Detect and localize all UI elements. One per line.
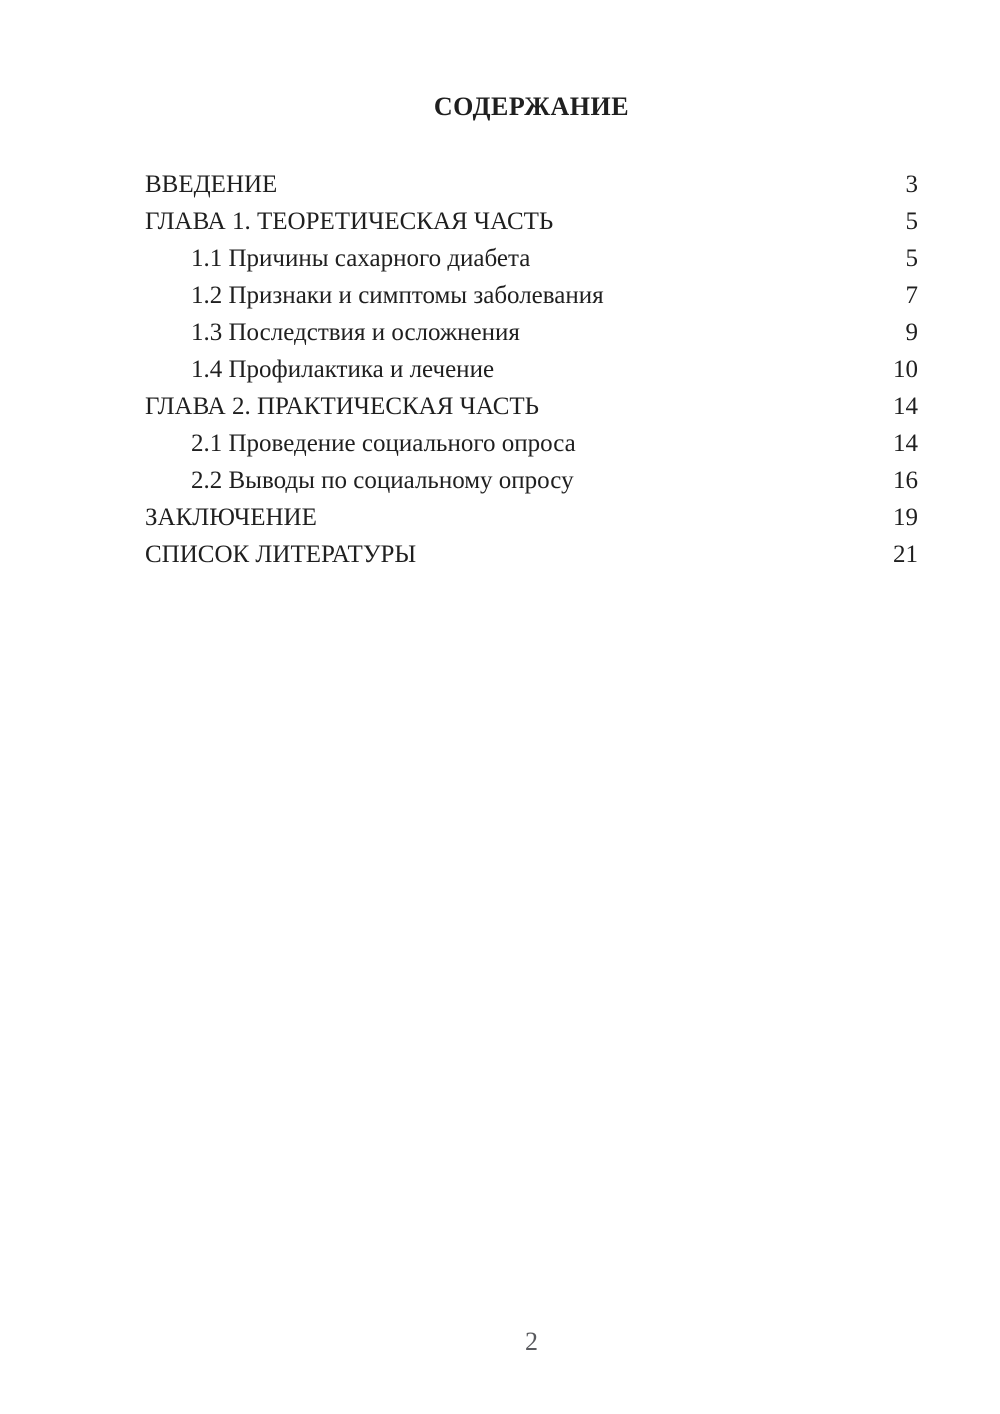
page-title: СОДЕРЖАНИЕ [433, 92, 630, 121]
toc-entry [145, 388, 918, 425]
toc-entry-page-number: 5 [905, 208, 918, 235]
table-of-contents [145, 166, 918, 573]
toc-entry-page-number: 7 [905, 282, 918, 309]
toc-entry [145, 536, 918, 573]
toc-entry-label: 2.2 Выводы по социальному опросу [191, 467, 574, 494]
toc-entry [145, 314, 918, 351]
toc-entry-page-number: 14 [893, 430, 918, 457]
toc-entry-label: 1.1 Причины сахарного диабета [191, 245, 531, 272]
toc-entry [145, 240, 918, 277]
toc-entry [145, 203, 918, 240]
toc-entry-label: ЗАКЛЮЧЕНИЕ [145, 504, 317, 531]
toc-entry-label: 2.1 Проведение социального опроса [191, 430, 576, 457]
toc-entry [145, 166, 918, 203]
toc-entry-page-number: 10 [893, 356, 918, 383]
toc-entry-label: 1.2 Признаки и симптомы заболевания [191, 282, 604, 309]
toc-entry [145, 277, 918, 314]
toc-entry-label: 1.3 Последствия и осложнения [191, 319, 520, 346]
toc-entry [145, 499, 918, 536]
toc-entry-label: СПИСОК ЛИТЕРАТУРЫ [145, 541, 417, 568]
toc-entry-page-number: 9 [905, 319, 918, 346]
toc-entry-page-number: 16 [893, 467, 918, 494]
toc-entry-label: ГЛАВА 1. ТЕОРЕТИЧЕСКАЯ ЧАСТЬ [145, 208, 554, 235]
toc-entry-label: 1.4 Профилактика и лечение [191, 356, 495, 383]
toc-entry [145, 462, 918, 499]
toc-entry-page-number: 21 [893, 541, 918, 568]
toc-entry-page-number: 5 [905, 245, 918, 272]
toc-entry-page-number: 3 [905, 171, 918, 198]
toc-entry [145, 425, 918, 462]
toc-entry-label: ГЛАВА 2. ПРАКТИЧЕСКАЯ ЧАСТЬ [145, 393, 540, 420]
toc-entry-page-number: 19 [893, 504, 918, 531]
toc-entry-page-number: 14 [893, 393, 918, 420]
toc-entry-label: ВВЕДЕНИЕ [145, 171, 278, 198]
toc-entry [145, 351, 918, 388]
footer-page-number: 2 [525, 1327, 538, 1356]
